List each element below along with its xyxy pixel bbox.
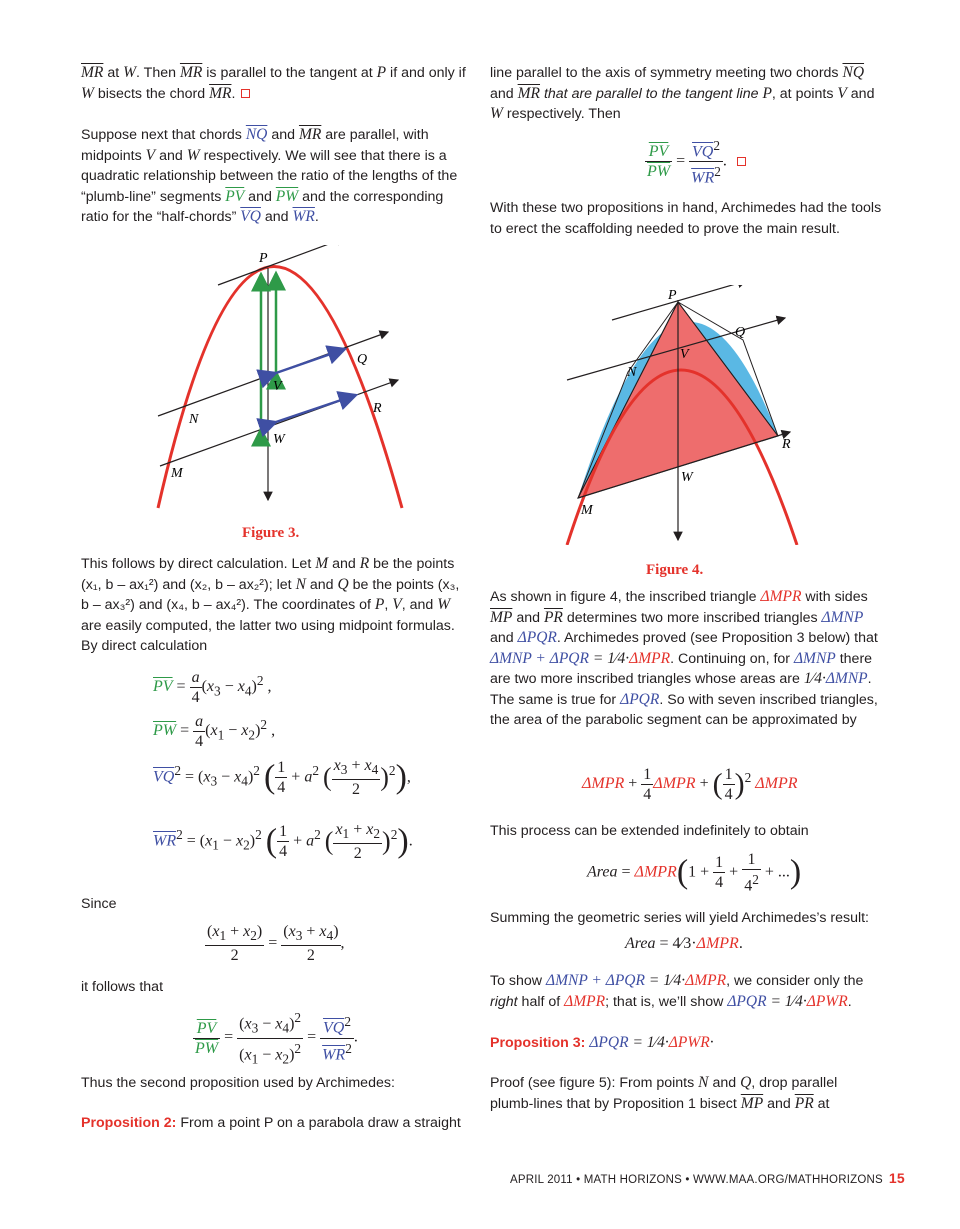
figure-3-diagram: [150, 245, 420, 520]
equation-pw: $\overline{PW}$ = $\frac{a}{4}$ $(x_1 - x_2)^2$ ,: [153, 713, 276, 750]
it-follows-label: it follows that: [81, 979, 164, 995]
right-paragraph-7: Proof (see figure 5): From points N and Q, drop parallel plumb-lines that by Proposition 1 bisect $\overline{MP}$ and $\overline{PR}$ at: [490, 1074, 838, 1112]
figure-4-caption: Figure 4.: [646, 562, 704, 578]
right-paragraph-6: To show ΔMNP + ΔPQR = 1⁄4·ΔMPR, we consider only the right half of ΔMPR; that is, we’ll show ΔPQR = 1⁄4·ΔPWR.: [490, 972, 864, 1010]
left-paragraph-3: This follows by direct calculation. Let M and R be the points (x₁, b – ax₁²) and (x₂, b – ax₂²); let N and Q be the points (x₃, b – ax₃²) and (x₄, b – ax₄²). The coordinates of P, V, and W are easily computed, the latter two using midpoint formulas. By direct calculation: [81, 555, 460, 654]
chord-nq-line: [158, 332, 388, 416]
page-number: 15: [888, 1170, 905, 1186]
label-w: W: [273, 432, 285, 447]
thus-paragraph: Thus the second proposition used by Archimedes:: [81, 1075, 395, 1091]
label-w: W: [681, 470, 693, 485]
qed-box-icon: [737, 157, 746, 166]
label-q: Q: [357, 352, 368, 367]
right-paragraph-1: line parallel to the axis of symmetry meeting two chords $\overline{NQ}$ and $\overline{MR}$ that are parallel to the tangent line P, at points V and W respectively. Then: [490, 64, 875, 122]
vq-segment: [276, 349, 345, 373]
label-q: Q: [735, 325, 746, 340]
wr-segment: [276, 395, 356, 422]
label-m: M: [171, 466, 183, 481]
label-r: R: [782, 437, 791, 452]
figure-4-diagram: [560, 285, 805, 545]
label-p: P: [259, 251, 268, 266]
label-p: P: [668, 288, 677, 303]
equation-vq: $\overline{VQ}^2 = (x_3 - x_4)^2$ ( $\frac{1}{4}$ + $a^2$ ( $\frac{x_3 + x_4}{2}$ )$^2$),: [153, 757, 411, 799]
equation-approximation: ΔMPR + $\frac{1}{4}$ ΔMPR + ( $\frac{1}{4}$ )$^2$ ΔMPR: [582, 766, 798, 803]
tangent-line: [218, 245, 345, 285]
label-n: N: [627, 365, 637, 380]
footer-text: APRIL 2011 • MATH HORIZONS • WWW.MAA.ORG/MATHHORIZONS: [510, 1174, 883, 1186]
right-paragraph-5: Summing the geometric series will yield Archimedes’s result:: [490, 910, 870, 926]
proposition-2: Proposition 2: From a point P on a parabola draw a straight: [81, 1115, 461, 1131]
right-paragraph-3: As shown in figure 4, the inscribed triangle ΔMPR with sides $\overline{MP}$ and $\overline{PR}$ determines two more inscribed triangles ΔMNP and ΔPQR. Archimedes proved (see Proposition 3 below) that ΔMNP + ΔPQR = 1⁄4·ΔMPR. Continuing on, for ΔMNP there are two more inscribed triangles whose areas are 1⁄4·ΔMNP. The same is true for ΔPQR. So with seven inscribed triangles, the area of the parabolic segment can be approximated by: [490, 588, 878, 728]
proposition-3: Proposition 3: ΔPQR = 1⁄4·ΔPWR·: [490, 1034, 714, 1051]
left-paragraph-1: $\overline{MR}$ at W. Then $\overline{MR}$ is parallel to the tangent at P if and only if W bisects the chord $\overline{MR}$.: [81, 64, 466, 102]
label-m: M: [581, 503, 593, 518]
equation-area-result: Area = 4⁄3·ΔMPR.: [625, 935, 743, 952]
equation-prop2: $\frac{\overline{PV}}{PW}$ = $\frac{\overline{VQ}^2}{\overline{WR}^2}$ .: [645, 136, 746, 188]
since-label: Since: [81, 896, 117, 912]
label-v: V: [273, 379, 282, 394]
label-r: R: [373, 401, 382, 416]
label-v: V: [680, 347, 689, 362]
equation-midpoints: $\frac{(x_1 + x_2)}{2}$ = $\frac{(x_3 + x_4)}{2}$ ,: [207, 923, 345, 965]
equation-ratio: $\frac{\overline{PV}}{PW}$ = $\frac{(x_3 - x_4)^2}{(x_1 - x_2)^2}$ = $\frac{\overline{VQ}^2}{\overline{WR}^2}$ .: [195, 1010, 358, 1067]
right-paragraph-4: This process can be extended indefinitely to obtain: [490, 823, 809, 839]
equation-pv: $\overline{PV}$ = $\frac{a}{4}$ $(x_3 - x_4)^2$ ,: [153, 669, 272, 706]
qed-box-icon: [241, 89, 250, 98]
page-footer: [510, 1170, 905, 1186]
left-paragraph-2: Suppose next that chords $\overline{NQ}$ and $\overline{MR}$ are parallel, with midpoints V and W respectively. We will see that there is a quadratic relationship between the ratio of the lengths of the “plumb-line” segments $\overline{PV}$ and $\overline{PW}$ and the corresponding ratio for the “half-chords” $\overline{VQ}$ and $\overline{WR}$.: [81, 126, 458, 225]
equation-wr: $\overline{WR}^2 = (x_1 - x_2)^2$ ( $\frac{1}{4}$ + $a^2$ ( $\frac{x_1 + x_2}{2}$ )$^2$).: [153, 821, 413, 863]
equation-area-series: Area = ΔMPR(1 + $\frac{1}{4}$ + $\frac{1}{4^2}$ + ...): [587, 851, 802, 895]
right-paragraph-2: With these two propositions in hand, Archimedes had the tools to erect the scaffolding needed to prove the main result.: [490, 200, 882, 237]
figure-3-caption: Figure 3.: [242, 525, 300, 541]
label-n: N: [189, 412, 199, 427]
